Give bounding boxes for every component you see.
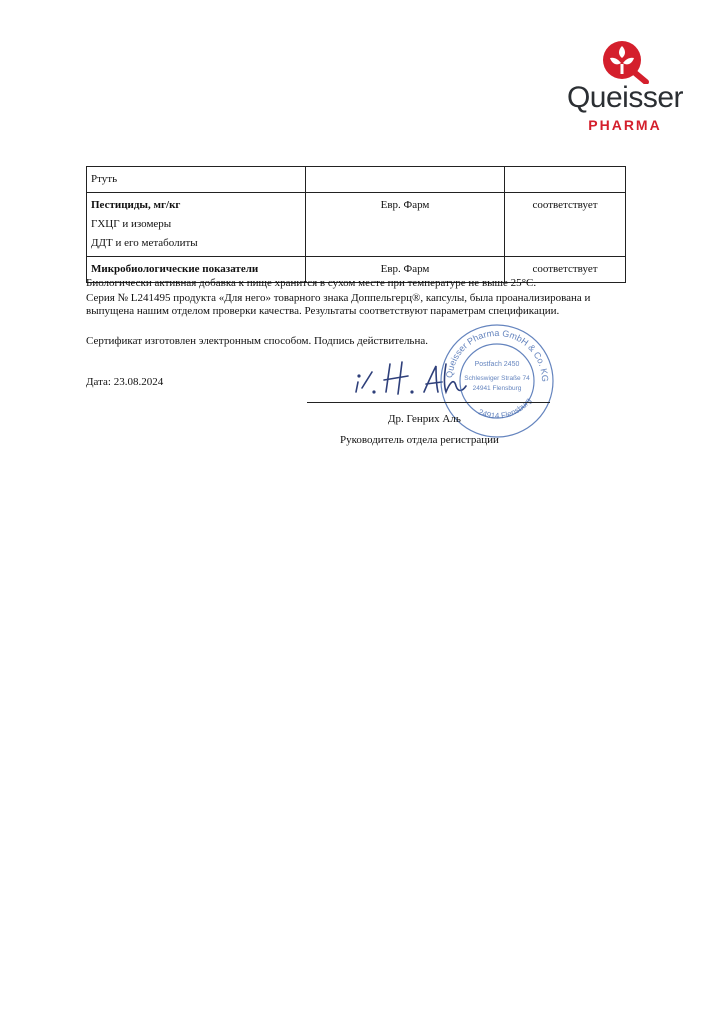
parameter-subitem: ГХЦГ и изомеры	[91, 218, 172, 230]
table-cell	[87, 167, 306, 193]
table-cell: соответствует	[505, 193, 626, 257]
parameter-name: Микробиологические показатели	[91, 263, 259, 275]
logo-subtitle: PHARMA	[588, 117, 662, 133]
storage-text: Биологически активная добавка к пище хранится в сухом месте при температуре не выше 25°C.	[86, 277, 537, 289]
table-cell	[87, 193, 306, 257]
table-cell	[306, 167, 505, 193]
parameter-name: Ртуть	[91, 173, 118, 185]
series-text-line-2: выпущена нашим отделом проверки качества. Результаты соответствуют параметрам спецификации.	[86, 305, 560, 317]
svg-text:24914 Flensburg: 24914 Flensburg	[476, 396, 534, 421]
signer-title: Руководитель отдела регистрации	[340, 434, 499, 446]
series-text-line-1: Серия № L241495 продукта «Для него» товарного знака Доппельгерц®, капсулы, была проанализирована и	[86, 292, 591, 304]
logo-name: Queisser	[566, 81, 684, 114]
parameter-name: Пестициды, мг/кг	[91, 199, 181, 211]
queisser-leaf-icon	[598, 38, 652, 84]
parameter-subitem: ДДТ и его метаболиты	[91, 237, 198, 249]
signer-name: Др. Генрих Аль	[388, 413, 461, 425]
certificate-text: Сертификат изготовлен электронным способом. Подпись действительна.	[86, 335, 428, 347]
specification-table	[86, 166, 626, 283]
table-cell: соответствует	[505, 257, 626, 283]
svg-text:Queisser Pharma GmbH & Co. KG: Queisser Pharma GmbH & Co. KG	[444, 327, 551, 383]
signature-line	[307, 402, 550, 403]
table-row	[87, 193, 626, 257]
svg-text:Postfach 2450: Postfach 2450	[474, 361, 520, 368]
table-cell: Евр. Фарм	[306, 193, 505, 257]
svg-text:Schleswiger Straße 74: Schleswiger Straße 74	[464, 375, 530, 382]
table-cell: Евр. Фарм	[306, 257, 505, 283]
table-cell	[505, 167, 626, 193]
document-date: Дата: 23.08.2024	[86, 376, 164, 388]
company-logo	[560, 38, 690, 133]
svg-text:24941 Flensburg: 24941 Flensburg	[472, 385, 522, 392]
table-row	[87, 167, 626, 193]
